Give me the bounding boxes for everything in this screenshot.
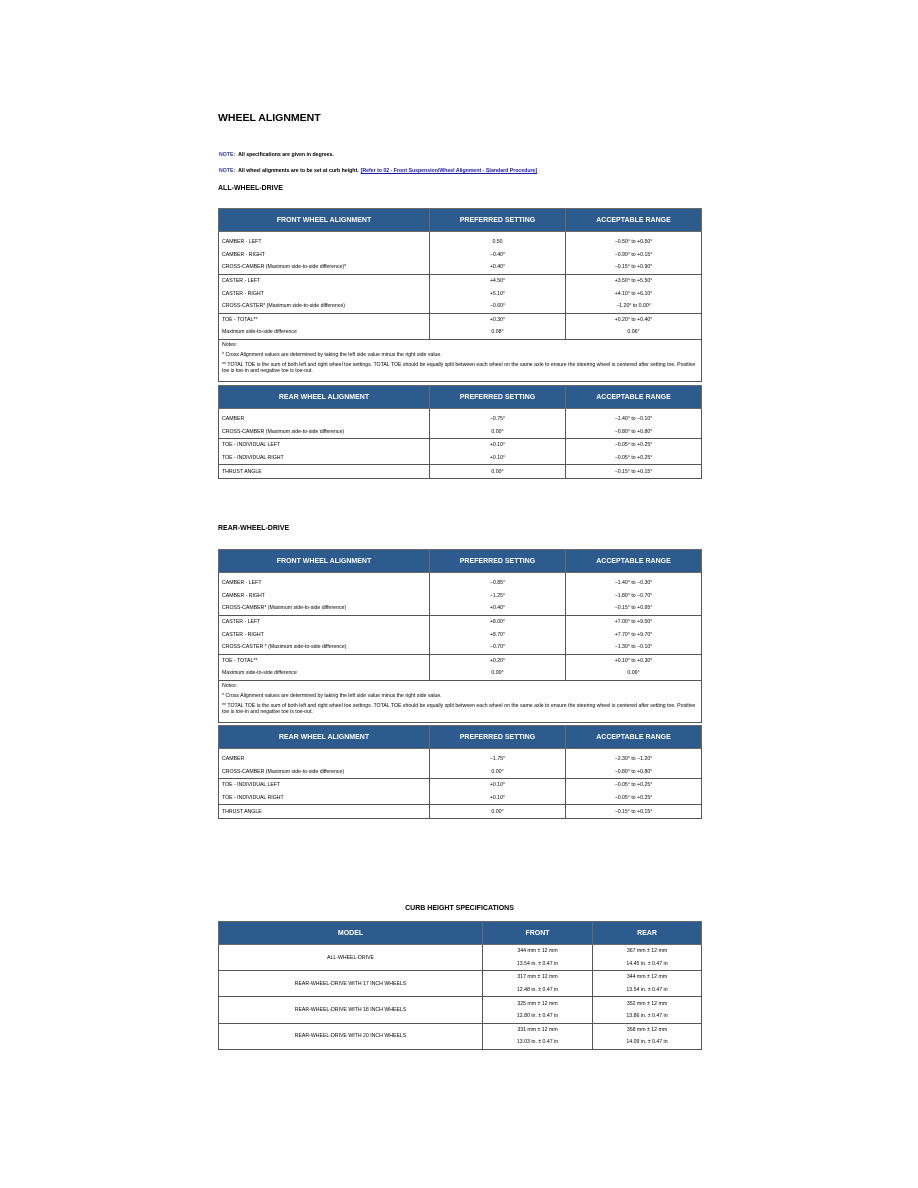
range-value: −1.80° to −0.70°: [566, 590, 702, 603]
front-mm: 325 mm ± 12 mm: [483, 997, 593, 1010]
spec-item: CROSS-CAMBER (Maximum side-to-side difference): [219, 426, 430, 439]
spec-item: CASTER - RIGHT: [219, 628, 430, 641]
spec-item: TOE - INDIVIDUAL RIGHT: [219, 452, 430, 465]
range-value: −0.15° to +0.95°: [566, 602, 702, 615]
preferred-value: +0.10°: [430, 779, 566, 792]
notes-cell: [219, 680, 702, 722]
front-in: 13.54 in. ± 0.47 in: [483, 958, 593, 971]
table-row: [219, 615, 702, 628]
curb-height-caption: CURB HEIGHT SPECIFICATIONS: [405, 905, 514, 912]
spec-item: TOE - TOTAL**: [219, 313, 430, 326]
spec-item: CAMBER - RIGHT: [219, 590, 430, 603]
range-value: 0.06°: [566, 667, 702, 680]
rwd-rear-alignment-table: [218, 725, 702, 819]
table-row: [219, 452, 702, 465]
preferred-value: −0.70°: [430, 641, 566, 654]
spec-item: TOE - INDIVIDUAL LEFT: [219, 439, 430, 452]
header-front: FRONT: [483, 922, 593, 945]
table-row: [219, 997, 702, 1010]
header-rear-alignment: REAR WHEEL ALIGNMENT: [219, 386, 430, 409]
spec-item: CROSS-CASTER* (Maximum side-to-side difference): [219, 300, 430, 313]
notes-line: * Cross Alignment values are determined by taking the left side value minus the right side value.: [222, 351, 442, 358]
rear-mm: 358 mm ± 12 mm: [593, 1023, 702, 1036]
front-mm: 331 mm ± 12 mm: [483, 1023, 593, 1036]
range-value: +0.20° to +0.40°: [566, 313, 702, 326]
notes-line: ** TOTAL TOE is the sum of both left and right wheel toe settings. TOTAL TOE should be equally split between each wheel on the same axle to ensure the steering wheel is centered after setting toe. Positive toe is toe-in and negative toe is toe-out.: [222, 702, 696, 715]
spec-item: Maximum side-to-side difference: [219, 326, 430, 339]
spec-item: CASTER - LEFT: [219, 274, 430, 287]
table-row: [219, 274, 702, 287]
section-title-rwd: REAR-WHEEL-DRIVE: [218, 525, 290, 532]
front-mm: 317 mm ± 12 mm: [483, 971, 593, 984]
header-preferred-setting: PREFERRED SETTING: [430, 209, 566, 232]
front-in: 13.03 in. ± 0.47 in: [483, 1036, 593, 1049]
header-acceptable-range: ACCEPTABLE RANGE: [566, 726, 702, 749]
range-value: +7.00° to +9.00°: [566, 615, 702, 628]
range-value: −0.05° to +0.25°: [566, 439, 702, 452]
table-row: [219, 971, 702, 984]
preferred-value: +0.10°: [430, 792, 566, 805]
preferred-value: 0.50: [430, 236, 566, 249]
table-row: [219, 641, 702, 654]
rear-in: 13.54 in. ± 0.47 in: [593, 984, 702, 997]
model-cell: REAR-WHEEL-DRIVE WITH 18 INCH WHEELS: [219, 997, 483, 1023]
header-preferred-setting: PREFERRED SETTING: [430, 386, 566, 409]
preferred-value: +0.20°: [430, 654, 566, 667]
preferred-value: 0.00°: [430, 426, 566, 439]
range-value: −0.15° to +0.15°: [566, 465, 702, 479]
note-tag: NOTE:: [219, 152, 236, 158]
model-cell: ALL-WHEEL-DRIVE: [219, 945, 483, 971]
spec-item: CROSS-CAMBER (Maximum side-to-side difference)*: [219, 261, 430, 274]
header-front-alignment: FRONT WHEEL ALIGNMENT: [219, 209, 430, 232]
notes-cell: [219, 339, 702, 381]
preferred-value: 0.00°: [430, 766, 566, 779]
notes-heading: Notes:: [222, 682, 237, 689]
table-row: [219, 426, 702, 439]
range-value: −2.30° to −1.20°: [566, 753, 702, 766]
spec-item: CROSS-CAMBER* (Maximum side-to-side difference): [219, 602, 430, 615]
preferred-value: 0.00°: [430, 667, 566, 680]
note-degrees: [219, 152, 334, 158]
preferred-value: +0.40°: [430, 602, 566, 615]
range-value: −0.80° to +0.80°: [566, 426, 702, 439]
range-value: +4.10° to +6.10°: [566, 287, 702, 300]
spec-item: TOE - INDIVIDUAL RIGHT: [219, 792, 430, 805]
preferred-value: −1.75°: [430, 753, 566, 766]
range-value: +0.10° to +0.30°: [566, 654, 702, 667]
table-row: [219, 439, 702, 452]
note-text: All wheel alignments are to be set at curb height.: [238, 168, 359, 174]
spec-item: THRUST ANGLE: [219, 465, 430, 479]
header-acceptable-range: ACCEPTABLE RANGE: [566, 209, 702, 232]
preferred-value: +8.00°: [430, 615, 566, 628]
spec-item: TOE - INDIVIDUAL LEFT: [219, 779, 430, 792]
header-front-alignment: FRONT WHEEL ALIGNMENT: [219, 550, 430, 573]
table-row: [219, 654, 702, 667]
range-value: +7.70° to +9.70°: [566, 628, 702, 641]
preferred-value: −0.75°: [430, 413, 566, 426]
front-mm: 344 mm ± 12 mm: [483, 945, 593, 958]
spec-item: THRUST ANGLE: [219, 805, 430, 819]
table-row: [219, 628, 702, 641]
rwd-front-alignment-table: [218, 549, 702, 723]
rear-mm: 352 mm ± 12 mm: [593, 997, 702, 1010]
spec-item: CASTER - LEFT: [219, 615, 430, 628]
header-preferred-setting: PREFERRED SETTING: [430, 726, 566, 749]
front-in: 12.48 in. ± 0.47 in: [483, 984, 593, 997]
preferred-value: +0.30°: [430, 313, 566, 326]
table-row: [219, 590, 702, 603]
curb-height-table: [218, 921, 702, 1050]
header-acceptable-range: ACCEPTABLE RANGE: [566, 386, 702, 409]
table-row: [219, 945, 702, 958]
range-value: −1.20° to 0.00°: [566, 300, 702, 313]
table-row: [219, 249, 702, 262]
range-value: −0.05° to +0.25°: [566, 792, 702, 805]
preferred-value: +0.10°: [430, 452, 566, 465]
spec-item: CASTER - RIGHT: [219, 287, 430, 300]
preferred-value: 0.00°: [430, 465, 566, 479]
preferred-value: −0.40°: [430, 249, 566, 262]
spec-item: Maximum side-to-side difference: [219, 667, 430, 680]
spec-item: CAMBER - RIGHT: [219, 249, 430, 262]
table-row: [219, 753, 702, 766]
notes-line: ** TOTAL TOE is the sum of both left and right wheel toe settings. TOTAL TOE should be equally split between each wheel on the same axle to ensure the steering wheel is centered after setting toe. Positive toe is toe-in and negative toe is toe-out.: [222, 361, 696, 374]
preferred-value: −1.25°: [430, 590, 566, 603]
note-curb-height: [219, 168, 537, 174]
table-row: [219, 236, 702, 249]
notes-heading: Notes:: [222, 341, 237, 348]
table-row: [219, 602, 702, 615]
range-value: −0.05° to +0.25°: [566, 779, 702, 792]
preferred-value: +4.50°: [430, 274, 566, 287]
header-rear-alignment: REAR WHEEL ALIGNMENT: [219, 726, 430, 749]
awd-front-alignment-table: [218, 208, 702, 382]
range-value: −0.90° to +0.15°: [566, 249, 702, 262]
table-row: [219, 300, 702, 313]
range-value: −0.50° to +0.50°: [566, 236, 702, 249]
header-acceptable-range: ACCEPTABLE RANGE: [566, 550, 702, 573]
rear-in: 14.45 in. ± 0.47 in: [593, 958, 702, 971]
preferred-value: +8.70°: [430, 628, 566, 641]
range-value: −0.15° to +0.90°: [566, 261, 702, 274]
range-value: −0.05° to +0.25°: [566, 452, 702, 465]
rear-mm: 344 mm ± 12 mm: [593, 971, 702, 984]
table-row: [219, 805, 702, 819]
front-in: 12.80 in. ± 0.47 in: [483, 1010, 593, 1023]
model-cell: REAR-WHEEL-DRIVE WITH 17 INCH WHEELS: [219, 971, 483, 997]
spec-item: CAMBER - LEFT: [219, 577, 430, 590]
spec-item: TOE - TOTAL**: [219, 654, 430, 667]
preferred-value: +0.40°: [430, 261, 566, 274]
range-value: 0.06°: [566, 326, 702, 339]
preferred-value: 0.00°: [430, 805, 566, 819]
table-row: [219, 465, 702, 479]
note-tag: NOTE:: [219, 168, 236, 174]
table-row: [219, 261, 702, 274]
range-value: −0.80° to +0.80°: [566, 766, 702, 779]
spec-item: CAMBER: [219, 753, 430, 766]
table-row: [219, 766, 702, 779]
procedure-link[interactable]: [Refer to 02 - Front Suspension/Wheel Alignment - Standard Procedure]: [360, 168, 538, 174]
spec-item: CAMBER - LEFT: [219, 236, 430, 249]
table-row: [219, 792, 702, 805]
preferred-value: 0.08°: [430, 326, 566, 339]
table-row: [219, 667, 702, 680]
awd-rear-alignment-table: [218, 385, 702, 479]
header-preferred-setting: PREFERRED SETTING: [430, 550, 566, 573]
range-value: +3.50° to +5.50°: [566, 274, 702, 287]
rear-in: 14.09 in. ± 0.47 in: [593, 1036, 702, 1049]
table-row: [219, 577, 702, 590]
model-cell: REAR-WHEEL-DRIVE WITH 20 INCH WHEELS: [219, 1023, 483, 1049]
table-row: [219, 413, 702, 426]
table-row: [219, 1023, 702, 1036]
header-rear: REAR: [593, 922, 702, 945]
preferred-value: −0.85°: [430, 577, 566, 590]
range-value: −1.40° to −0.30°: [566, 577, 702, 590]
spec-item: CAMBER: [219, 413, 430, 426]
preferred-value: +5.10°: [430, 287, 566, 300]
rear-mm: 367 mm ± 12 mm: [593, 945, 702, 958]
spec-item: CROSS-CAMBER (Maximum side-to-side difference): [219, 766, 430, 779]
table-row: [219, 326, 702, 339]
table-row: [219, 287, 702, 300]
page-title: WHEEL ALIGNMENT: [218, 112, 321, 124]
preferred-value: −0.60°: [430, 300, 566, 313]
rear-in: 13.86 in. ± 0.47 in: [593, 1010, 702, 1023]
section-title-awd: ALL-WHEEL-DRIVE: [218, 185, 283, 192]
table-row: [219, 779, 702, 792]
note-text: All specifications are given in degrees.: [238, 152, 334, 158]
preferred-value: +0.10°: [430, 439, 566, 452]
spec-item: CROSS-CASTER * (Maximum side-to-side difference): [219, 641, 430, 654]
header-model: MODEL: [219, 922, 483, 945]
notes-line: * Cross Alignment values are determined by taking the left side value minus the right side value.: [222, 692, 442, 699]
range-value: −1.30° to −0.10°: [566, 641, 702, 654]
range-value: −0.15° to +0.15°: [566, 805, 702, 819]
range-value: −1.40° to −0.10°: [566, 413, 702, 426]
table-row: [219, 313, 702, 326]
